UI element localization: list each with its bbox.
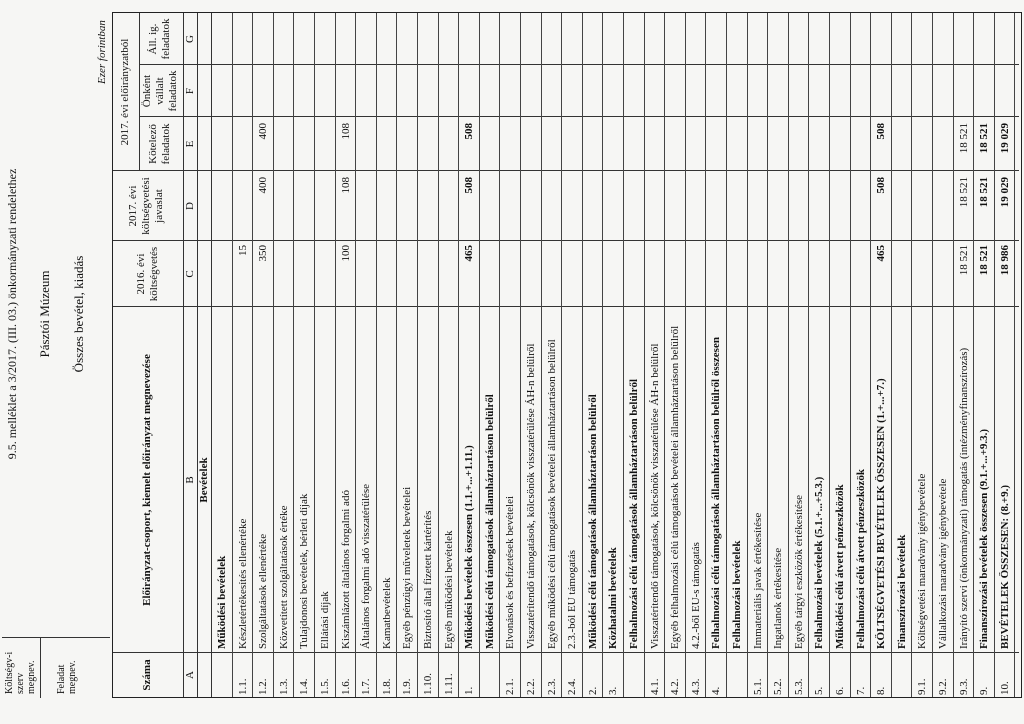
table-row (809, 13, 830, 697)
cell-no: 7. (854, 686, 867, 695)
task-label-line: megnev. (67, 660, 78, 694)
header-number: Száma (141, 659, 153, 691)
table-row (727, 13, 748, 697)
cell-name: Elvonások és befizetések bevételei (504, 495, 517, 649)
table-row (645, 13, 666, 697)
table-row (459, 13, 480, 697)
table-row (542, 13, 563, 697)
cell-e: 508 (463, 123, 476, 140)
table-row (830, 13, 851, 697)
cell-e: 19 029 (998, 123, 1011, 154)
cell-c: 465 (463, 245, 476, 262)
cell-no: 2.1. (504, 678, 517, 695)
cell-name: Egyéb működési bevételek (442, 530, 455, 649)
cell-name: BEVÉTELEK ÖSSZESEN: (8.+9.) (998, 485, 1011, 649)
cell-name: Egyéb tárgyi eszközök értékesítése (792, 494, 805, 649)
cell-no: 5.3. (792, 678, 805, 695)
table-row (233, 13, 254, 697)
cell-c: 15 (236, 245, 249, 256)
header-2016 (135, 241, 161, 307)
cell-d: 19 029 (998, 177, 1011, 208)
cell-name: Szolgáltatások ellenértéke (257, 533, 270, 649)
cell-no: 1.9. (401, 678, 414, 695)
cell-name: Általános forgalmi adó visszatérülése (360, 483, 373, 649)
cell-no: 10. (998, 681, 1011, 695)
cell-name: Készletértékesítés ellenértéke (236, 518, 249, 649)
cell-no: 1.11. (442, 673, 455, 695)
cell-no: 9. (978, 686, 991, 695)
cell-name: Működési bevételek (216, 555, 228, 649)
cell-name: Visszatérítendő támogatások, kölcsönök visszatérülése ÁH-n belülről (648, 343, 661, 649)
cell-name: Vállalkozási maradvány igénybevétele (937, 478, 949, 649)
cell-name: Biztosító által fizetett kártérítés (422, 510, 434, 649)
cell-e: 18 521 (978, 123, 991, 154)
budget-organ-label-line: Költségv-i (4, 651, 15, 694)
header-2017-group: 2017. évi előirányzatból (119, 38, 131, 146)
table-row (603, 13, 624, 697)
column-letter: C (184, 270, 196, 278)
section-label: Bevételek (198, 457, 210, 503)
cell-name: Kamatbevételek (380, 577, 393, 649)
header-voluntary (141, 65, 180, 117)
cell-d: 508 (463, 177, 476, 194)
header-2017-line: 2017. évi (127, 185, 139, 227)
table-row (686, 13, 707, 697)
cell-c: 18 986 (998, 245, 1011, 276)
table-row (212, 13, 233, 697)
cell-name: Ellátási díjak (319, 591, 331, 649)
cell-no: 5.2. (772, 678, 785, 695)
header-name: Előirányzat-csoport, kiemelt előirányzat megnevezése (141, 354, 153, 606)
header-2016-line: költségvetés (148, 246, 160, 302)
table-row (789, 13, 810, 697)
cell-name: Működési bevételek összesen (1.1.+...+1.11.) (463, 445, 476, 649)
table-row (871, 13, 892, 697)
table-row (274, 13, 295, 697)
cell-name: Működési célú támogatások államháztartáson belülről (483, 394, 496, 649)
budget-organ-label (4, 652, 37, 694)
table-row (665, 13, 686, 697)
cell-name: Ingatlanok értékesítése (772, 547, 785, 649)
label-divider (2, 637, 110, 638)
cell-e: 400 (257, 123, 270, 140)
cell-name: Egyéb működési célú támogatások bevételei államháztartáson belülről (545, 339, 558, 649)
cell-no: 3. (607, 686, 620, 695)
cell-name: Felhalmozási bevételek (5.1.+...+5.3.) (813, 476, 826, 649)
header-divider (139, 13, 140, 171)
header-state (147, 13, 173, 65)
column-letter: F (184, 87, 196, 95)
cell-no: 1.3. (277, 678, 290, 695)
cell-no: 4. (710, 686, 723, 695)
cell-no: 1.4. (298, 678, 311, 695)
table-row (315, 13, 336, 697)
label-divider (40, 638, 41, 698)
header-voluntary-line: feladatok (167, 70, 179, 112)
cell-no: 1. (463, 686, 476, 695)
table-row (480, 13, 501, 697)
cell-e: 18 521 (957, 123, 970, 154)
table-row (768, 13, 789, 697)
table-row (397, 13, 418, 697)
cell-name: Finanszírozási bevételek (895, 534, 908, 649)
cell-name: Költségvetési maradvány igénybevétele (916, 473, 929, 649)
table-row (954, 13, 975, 697)
cell-name: Tulajdonosi bevételek, bérleti díjak (298, 493, 311, 649)
cell-no: 2. (586, 686, 599, 695)
header-mandatory (147, 117, 173, 171)
cell-name: Irányító szervi (önkormányzati) támogatás (intézményfinanszírozás) (957, 347, 970, 649)
cell-no: 2.4. (566, 678, 579, 695)
header-2017-line: javaslat (153, 189, 165, 223)
cell-name: Felhalmozási bevételek (731, 540, 743, 649)
table-row (418, 13, 439, 697)
cell-no: 2.3. (545, 678, 558, 695)
cell-name: Egyéb felhalmozási célú támogatások bevételei államháztartáson belülről (669, 325, 682, 649)
cell-no: 5.1. (751, 678, 764, 695)
cell-name: Működési célú támogatások államháztartáson belülről (586, 394, 599, 649)
cell-no: 9.1. (916, 678, 929, 695)
cell-c: 18 521 (978, 245, 991, 276)
header-2017-line: költségvetési (140, 177, 152, 235)
cell-name: Finanszírozási bevételek összesen (9.1.+...+9.3.) (978, 428, 991, 649)
cell-no: 1.8. (380, 678, 393, 695)
cell-name: Egyéb pénzügyi műveletek bevételei (401, 486, 414, 649)
header-voluntary-line: Önként (141, 74, 153, 108)
cell-no: 2.2. (525, 678, 537, 695)
cell-no: 4.2. (669, 678, 682, 695)
cell-no: 6. (834, 686, 846, 695)
cell-no: 1.6. (339, 678, 352, 695)
table-row (562, 13, 583, 697)
table-row (439, 13, 460, 697)
cell-no: 1.10. (422, 673, 434, 695)
currency-note: Ezer forintban (96, 20, 108, 84)
table-row (748, 13, 769, 697)
document-title: Összes bevétel, kiadás (71, 255, 86, 373)
cell-no: 1.1. (236, 678, 249, 695)
column-letter: A (184, 671, 196, 679)
cell-no: 8. (875, 686, 888, 695)
table-row (706, 13, 727, 697)
cell-no: 1.5. (319, 678, 331, 695)
cell-name: Felhalmozási célú támogatások államháztartáson belülről összesen (710, 337, 723, 649)
annex-reference: 9.5. melléklet a 3/2017. (III. 03.) önkormányzati rendelethez (5, 168, 19, 460)
cell-no: 9.3. (957, 678, 970, 695)
cell-name: 4.2.-ből EU-s támogatás (689, 542, 702, 649)
header-mandatory-line: feladatok (160, 123, 172, 165)
cell-name: Közhatalmi bevételek (607, 547, 620, 649)
table-row (521, 13, 542, 697)
budget-organ-label-line: megnev. (26, 660, 37, 694)
cell-c: 465 (875, 245, 888, 262)
cell-c: 100 (339, 245, 352, 262)
table-row (912, 13, 933, 697)
header-state-line: Áll. ig. (147, 23, 159, 55)
table-row (995, 13, 1016, 697)
cell-d: 508 (875, 177, 888, 194)
table-row (356, 13, 377, 697)
institution-name: Pásztói Múzeum (37, 270, 52, 358)
header-2017-proposal (127, 171, 166, 241)
column-letter: D (184, 202, 196, 210)
column-letter: B (184, 476, 196, 484)
cell-d: 400 (257, 177, 270, 194)
column-letter: G (184, 35, 196, 43)
cell-e: 108 (339, 123, 352, 140)
table-row (377, 13, 398, 697)
header-mandatory-line: Kötelező (147, 124, 159, 164)
task-label-line: Feladat (56, 664, 67, 694)
task-label (56, 660, 78, 694)
table-row (336, 13, 357, 697)
cell-no: 1.2. (257, 678, 270, 695)
cell-name: KÖLTSÉGVETÉSI BEVÉTELEK ÖSSZESEN (1.+...+7.) (875, 378, 888, 649)
cell-name: Visszatérítendő támogatások, kölcsönök visszatérülése ÁH-n belülről (525, 343, 537, 649)
cell-d: 18 521 (957, 177, 970, 208)
cell-d: 18 521 (978, 177, 991, 208)
cell-name: Felhalmozási célú átvett pénzeszközök (854, 469, 867, 649)
cell-no: 5. (813, 686, 826, 695)
table-row (933, 13, 954, 697)
cell-d: 108 (339, 177, 352, 194)
cell-no: 9.2. (937, 678, 949, 695)
cell-name: Immateriális javak értékesítése (751, 512, 764, 649)
cell-name: 2.3.-ból EU támogatás (566, 550, 579, 649)
cell-e: 508 (875, 123, 888, 140)
table-row (624, 13, 645, 697)
header-state-line: feladatok (160, 18, 172, 60)
table-row (253, 13, 274, 697)
cell-no: 4.1. (648, 678, 661, 695)
header-voluntary-line: vállalt (154, 77, 166, 105)
budget-table (112, 12, 1022, 698)
cell-no: 1.7. (360, 678, 373, 695)
table-row (500, 13, 521, 697)
cell-name: Felhalmozási célú támogatások államháztartáson belülről (628, 378, 640, 649)
column-letter: E (184, 140, 196, 148)
table-row (851, 13, 872, 697)
header-2016-line: 2016. évi (135, 253, 147, 295)
cell-no: 4.3. (689, 678, 702, 695)
cell-name: Kiszámlázott általános forgalmi adó (339, 490, 352, 649)
cell-c: 18 521 (957, 245, 970, 276)
budget-organ-label-line: szerv (15, 672, 26, 694)
cell-name: Működési célú átvett pénzeszközök (834, 484, 846, 649)
table-row (583, 13, 604, 697)
cell-c: 350 (257, 245, 270, 262)
table-row (974, 13, 995, 697)
table-row (294, 13, 315, 697)
cell-name: Közvetített szolgáltatások értéke (277, 505, 290, 649)
table-row (892, 13, 913, 697)
